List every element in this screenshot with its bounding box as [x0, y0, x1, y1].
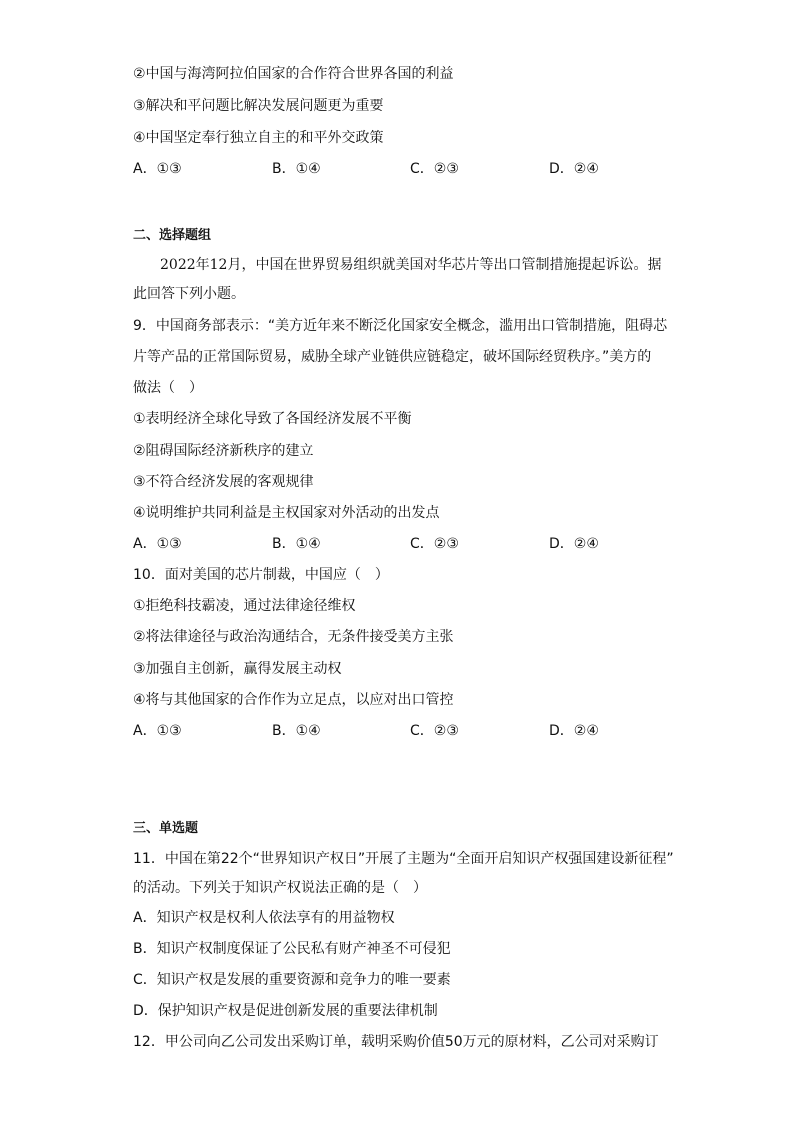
q9-stem-line-2: 片等产品的正常国际贸易，威胁全球产业链供应链稳定，破坏国际经贸秩序。”美方的: [133, 349, 652, 365]
section-2-intro-line-1: 2022年12月，中国在世界贸易组织就美国对华芯片等出口管制措施提起诉讼。据: [160, 257, 662, 273]
q8-options: [133, 159, 733, 179]
q9-option-c[interactable]: C．②③: [410, 536, 459, 552]
q10-item-4: ④将与其他国家的合作作为立足点，以应对出口管控: [133, 692, 454, 708]
q11-stem-line-1: 11．中国在第22个“世界知识产权日”开展了主题为“全面开启知识产权强国建设新征程”: [133, 851, 674, 867]
q9-item-3: ③不符合经济发展的客观规律: [133, 474, 314, 490]
q9-option-a[interactable]: A．①③: [133, 536, 182, 552]
q9-item-2: ②阻碍国际经济新秩序的建立: [133, 443, 314, 459]
q10-stem: 10．面对美国的芯片制裁，中国应（ ）: [133, 567, 389, 583]
q12-stem-line-1: 12．甲公司向乙公司发出采购订单，载明采购价值50万元的原材料，乙公司对采购订: [133, 1034, 659, 1050]
q10-item-2: ②将法律途径与政治沟通结合，无条件接受美方主张: [133, 629, 454, 645]
q10-option-a[interactable]: A．①③: [133, 723, 182, 739]
q10-option-c[interactable]: C．②③: [410, 723, 459, 739]
q8-option-a[interactable]: A．①③: [133, 161, 182, 177]
q9-stem-line-3: 做法（ ）: [133, 380, 203, 396]
q10-item-3: ③加强自主创新，赢得发展主动权: [133, 661, 342, 677]
q9-option-d[interactable]: D．②④: [549, 536, 599, 552]
q9-item-4: ④说明维护共同利益是主权国家对外活动的出发点: [133, 505, 440, 521]
q9-stem-line-1: 9．中国商务部表示：“美方近年来不断泛化国家安全概念，滥用出口管制措施，阻碍芯: [133, 318, 668, 334]
q11-option-c[interactable]: C．知识产权是发展的重要资源和竞争力的唯一要素: [133, 972, 451, 988]
q8-item-2: ②中国与海湾阿拉伯国家的合作符合世界各国的利益: [133, 66, 454, 82]
q9-option-b[interactable]: B．①④: [272, 536, 321, 552]
q11-option-b[interactable]: B．知识产权制度保证了公民私有财产神圣不可侵犯: [133, 941, 451, 957]
q10-option-d[interactable]: D．②④: [549, 723, 599, 739]
section-2-intro-line-2: 此回答下列小题。: [133, 286, 245, 302]
q11-option-a[interactable]: A．知识产权是权利人依法享有的用益物权: [133, 910, 395, 926]
q9-item-1: ①表明经济全球化导致了各国经济发展不平衡: [133, 411, 412, 427]
q10-options: [133, 721, 733, 741]
q8-item-3: ③解决和平问题比解决发展问题更为重要: [133, 98, 384, 114]
q8-item-4: ④中国坚定奉行独立自主的和平外交政策: [133, 130, 384, 146]
q11-stem-line-2: 的活动。下列关于知识产权说法正确的是（ ）: [133, 880, 427, 896]
q8-option-c[interactable]: C．②③: [410, 161, 459, 177]
q8-option-d[interactable]: D．②④: [549, 161, 599, 177]
q10-item-1: ①拒绝科技霸凌，通过法律途径维权: [133, 598, 356, 614]
section-2-heading: 二、选择题组: [133, 228, 212, 243]
q10-option-b[interactable]: B．①④: [272, 723, 321, 739]
q11-option-d[interactable]: D．保护知识产权是促进创新发展的重要法律机制: [133, 1003, 438, 1019]
q9-options: [133, 534, 733, 554]
q8-option-b[interactable]: B．①④: [272, 161, 321, 177]
section-3-heading: 三、单选题: [133, 821, 199, 836]
